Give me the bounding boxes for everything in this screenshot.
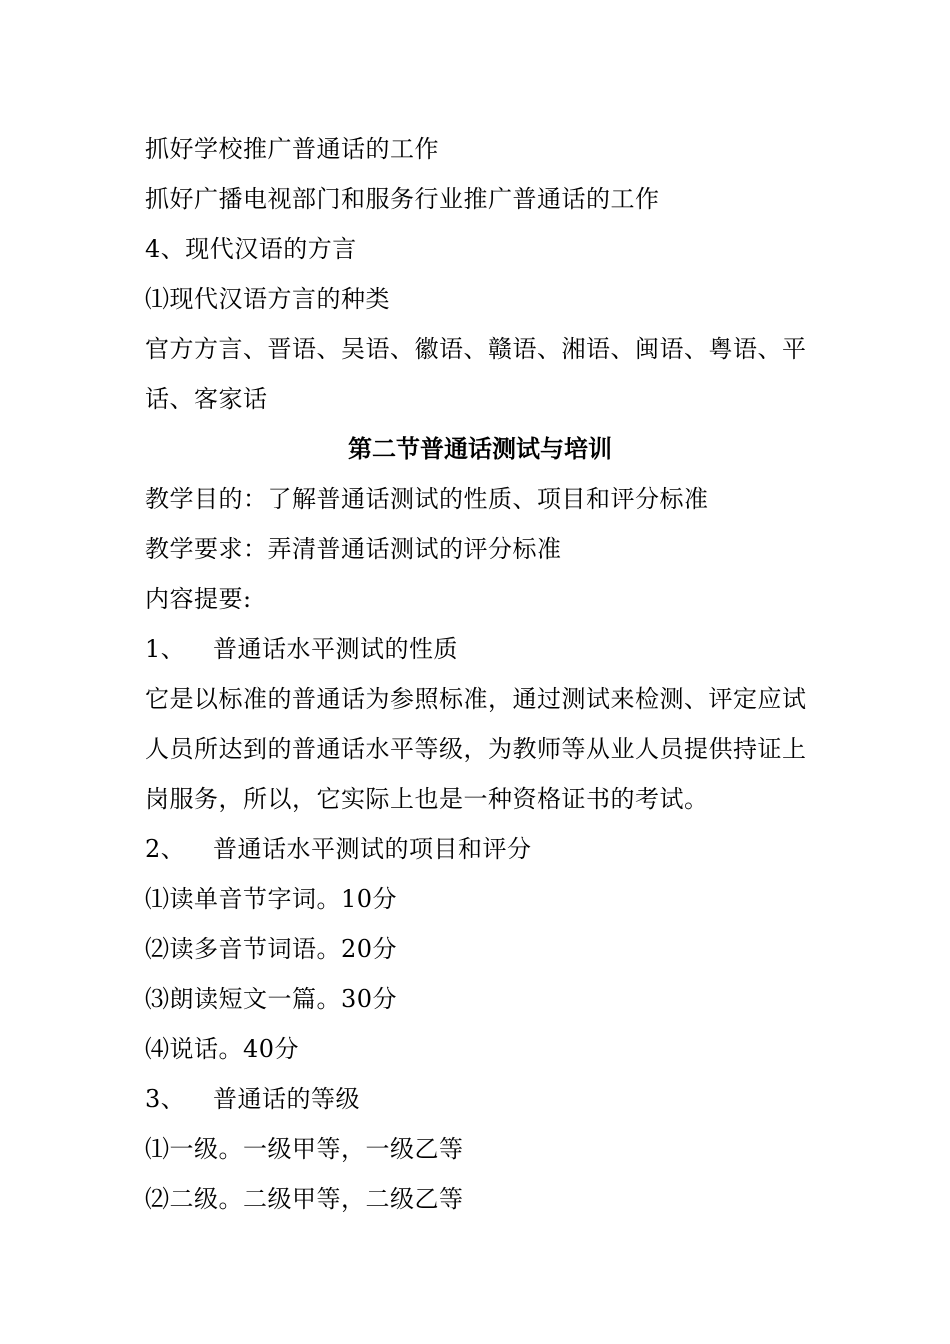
teaching-objective: 教学目的：了解普通话测试的性质、项目和评分标准 xyxy=(145,485,709,513)
level-item: ⑵二级。二级甲等，二级乙等 xyxy=(145,1185,464,1213)
paragraph: 4、现代汉语的方言 xyxy=(145,235,357,263)
list-number: 1、 xyxy=(145,635,186,663)
list-heading xyxy=(145,824,815,874)
list-number: 3、 xyxy=(145,1085,186,1113)
nature-paragraph: 它是以标准的普通话为参照标准，通过测试来检测、评定应试人员所达到的普通话水平等级，为教师等从业人员提供持证上岗服务，所以，它实际上也是一种资格证书的考试。 xyxy=(145,685,807,813)
scoring-item: ⑵读多音节词语。20分 xyxy=(145,935,398,963)
teaching-requirement: 教学要求：弄清普通话测试的评分标准 xyxy=(145,535,562,563)
list-title: 普通话水平测试的项目和评分 xyxy=(213,835,532,863)
section-title: 第二节普通话测试与培训 xyxy=(348,434,612,463)
list-title: 普通话水平测试的性质 xyxy=(213,635,458,663)
list-heading xyxy=(145,1074,815,1124)
scoring-item: ⑶朗读短文一篇。30分 xyxy=(145,985,398,1013)
summary-label: 内容提要: xyxy=(145,585,252,613)
paragraph: 抓好广播电视部门和服务行业推广普通话的工作 xyxy=(145,185,660,213)
list-title: 普通话的等级 xyxy=(213,1085,360,1113)
paragraph: 抓好学校推广普通话的工作 xyxy=(145,135,439,163)
scoring-item: ⑴读单音节字词。10分 xyxy=(145,885,398,913)
paragraph: ⑴现代汉语方言的种类 xyxy=(145,285,390,313)
scoring-item: ⑷说话。40分 xyxy=(145,1035,300,1063)
list-number: 2、 xyxy=(145,835,186,863)
dialect-list: 官方方言、晋语、吴语、徽语、赣语、湘语、闽语、粤语、平话、客家话 xyxy=(145,335,807,413)
document-page xyxy=(145,124,815,1224)
list-heading xyxy=(145,624,815,674)
level-item: ⑴一级。一级甲等，一级乙等 xyxy=(145,1135,464,1163)
